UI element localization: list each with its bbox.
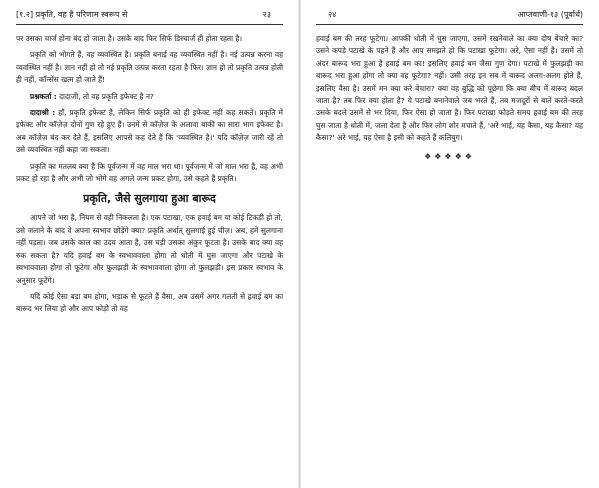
right-page bbox=[300, 0, 599, 488]
question-paragraph bbox=[16, 91, 283, 103]
right-page-header bbox=[316, 8, 583, 22]
running-head: [१.२] प्रकृति, वह है परिणाम स्वरूप से bbox=[16, 10, 128, 19]
question-text: दादाजी, तो वह प्रकृति इफेक्ट है न? bbox=[59, 91, 154, 101]
running-head: आप्तवाणी-१३ (पूर्वार्ध) bbox=[517, 10, 583, 19]
answer-paragraph bbox=[16, 107, 283, 157]
right-page-body bbox=[316, 33, 583, 484]
section-title: प्रकृति, जैसे सुलगाया हुआ बारूद bbox=[83, 192, 216, 206]
paragraph: पर उसका चार्ज होना बंद हो जाता है। उसके बाद फिर सिर्फ डिस्चार्ज ही होता रहता है। bbox=[16, 34, 243, 43]
speaker-label: दादाश्री : bbox=[30, 108, 56, 118]
ornament-divider: ❖❖❖❖❖ bbox=[424, 151, 475, 161]
paragraph: प्रकृति का मतलब क्या है कि पूर्वजन्म में वह माल भरा था। पूर्वजन्म में जो माल भरा है, वह अभी प्रकट हो रहा है और अभी जो भोगे वह अगले जन्म प्रकट होगा, उसे कहते हैं प्रकृति। bbox=[16, 161, 283, 184]
left-page-header bbox=[16, 8, 283, 22]
header-rule bbox=[316, 24, 583, 25]
paragraph: प्रकृति को भोगते हैं, वह व्यवस्थित है। प्रकृति बनाई वह व्यवस्थित नहीं है। नई उत्पन्न करना वह व्यवस्थित नहीं है। ज्ञान नहीं हो तो नई प्रकृति उत्पन्न करता रहता है फिर। ज्ञान हो तो प्रकृति उत्पन्न होती ही नहीं, कॉन्सेंस खत्म हो जाते हैं! bbox=[16, 50, 283, 85]
header-rule bbox=[16, 24, 283, 25]
page-number: २४ bbox=[328, 10, 337, 19]
speaker-label: प्रश्नकर्ता : bbox=[30, 91, 57, 101]
paragraph: आपने जो भरा है, नियम से वही निकलता है। एक पटाखा, एक हवाई बम या कोई टिकड़ी हो तो, उसे जलाने के बाद वे अपना स्वभाव छोड़ेंगे क्या? प्रकृति अर्थात् सुलगाई हुई चीज़। अब, हमें सुलगाना नहीं पड़ता। जब उसके काल का उदय आता है, उस घड़ी उसका अंकुर फूटता है। उसके बाद क्या वह रुक सकता है? यदि हवाई बम के स्वभाववाला होगा तो धोती में घुस जाएगा और पटाखे के स्वभाववाला होगा तो फूटेगा और फुलझड़ी के स्वभाववाला होगा तो फुलझड़ी। इस प्रकार स्वभाव के अनुसार फूटेंगे। bbox=[16, 213, 283, 285]
answer-text: हाँ, प्रकृति इफेक्ट है, लेकिन सिर्फ प्रकृति को ही इफेक्ट नहीं कह सकते। प्रकृति में इफेक्ट और कॉज़ेज़ दोनों गुण रहे हुए हैं। उनमें से कॉज़ेज़ के अलावा बाकी का सारा भाग इफेक्ट है। अब कॉज़ेज़ बंद कर देते हैं, इसलिए आपसे कह देते हैं कि 'व्यवस्थित है।' यदि कॉज़ेज़ जारी रहें तो उसे व्यवस्थित नहीं कहा जा सकता। bbox=[16, 108, 283, 155]
left-page-body bbox=[16, 33, 283, 484]
paragraph: हवाई बम की तरह फूटेगा। आपकी धोती में घुस जाएगा, उसमें रखनेवाले का क्या दोष बेचारे का? उसने कपड़े पटाखे के पहने हैं और आप समझते हो कि पटाखा फूटेगा। अरे, ऐसा नहीं है। उसमें तो अंदर बारूद भरा हुआ है हवाई बम का! इसलिए हवाई बम जैसा गुण देगा। पटाखे में फुलझड़ी का बारूद भरा हुआ होगा तो क्या वह फूटेगा? नहीं। उसी तरह इन सब में बारूद अलग-अलग होते हैं, इसलिए वैसा है। उसमें मन क्या करे बेचारा? क्या वह बुद्धि को पूछेगा कि क्या बीच में बारूद बदल जाता है? तब फिर क्या होता है? ये पटाखे बनानेवाले जब भरते हैं, तब मजदूरों से बातें करते-करते उसके बदले उसमें से भर दिया, फिर ऐसा हो जाता है। फिर पटाखा फोड़ते समय हवाई बम की तरह घुस जाता है धोती में, जला देता है और फिर लोग शोर मचाते हैं, 'अरे भाई, यह कैसा, यह कैसा? यह कैसा?' अरे भाई, यह ऐसा है इसी को कहते हैं कलियुग। bbox=[316, 34, 583, 143]
left-page bbox=[0, 0, 299, 488]
page-number: २३ bbox=[262, 10, 271, 19]
paragraph: यदि कोई ऐसा बड़ा बम होगा, भड़ाक से फूटते हैं वैसा, अब उसमें अगर गलती से हवाई बम का बारूद भर लिया हो और आप फोड़ो तो वह bbox=[16, 291, 283, 314]
